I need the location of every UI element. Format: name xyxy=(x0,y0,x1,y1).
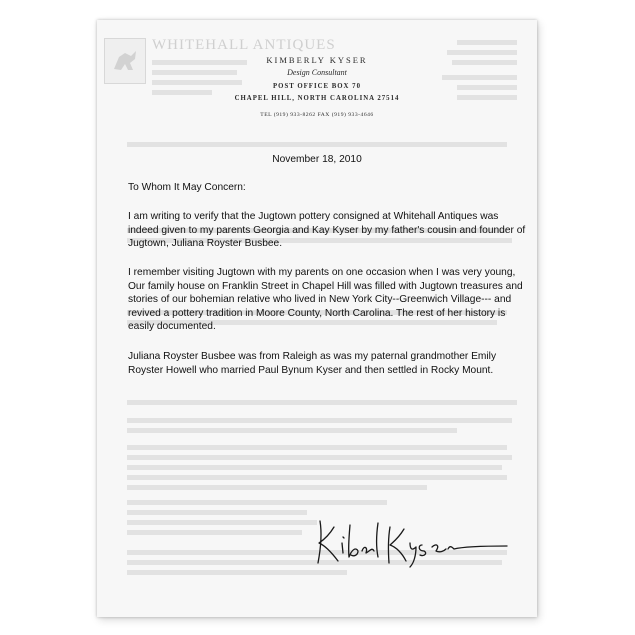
letterhead-phone-fax: TEL (919) 933-8262 FAX (919) 933-4646 xyxy=(260,112,374,118)
ghost-line xyxy=(127,530,302,535)
letter-paragraph: I remember visiting Jugtown with my parents on one occasion when I was very young, Our family house on Franklin Street in Chapel Hill was filled with Jugtown treasures and stories of our bohemian relative who lived in New York City--Greenwich Village--- and revived a pottery tradition in Moore County, North Carolina. The rest of her history is easily documented. xyxy=(128,267,523,333)
letterhead-address-line1: POST OFFICE BOX 70 xyxy=(273,83,361,90)
ghost-line xyxy=(127,475,507,480)
ghost-line xyxy=(127,428,457,433)
letter-paragraph: I am writing to verify that the Jugtown pottery consigned at Whitehall Antiques was indeed given to my parents Georgia and Kay Kyser by my father's cousin and founder of Jugtown, Juliana Royster Busbee. xyxy=(128,211,526,250)
letter-paragraph: Juliana Royster Busbee was from Raleigh as was my paternal grandmother Emily Royster Howell who married Paul Bynum Kyser and then settled in Rocky Mount. xyxy=(128,351,497,376)
ghost-line xyxy=(457,40,517,45)
letterhead-title: Design Consultant xyxy=(287,68,347,77)
letterhead-name: KIMBERLY KYSER xyxy=(266,55,368,65)
letter-date: November 18, 2010 xyxy=(272,154,362,165)
handwritten-signature xyxy=(312,513,512,573)
letterhead-address-line2: CHAPEL HILL, NORTH CAROLINA 27514 xyxy=(234,95,400,102)
ghost-line xyxy=(127,400,517,405)
ghost-line xyxy=(127,455,512,460)
ghost-line xyxy=(127,510,307,515)
letter-page xyxy=(97,20,537,617)
ghost-line xyxy=(127,520,317,525)
ghost-line xyxy=(127,418,512,423)
ghost-line xyxy=(127,500,387,505)
letter-salutation: To Whom It May Concern: xyxy=(128,182,246,193)
ghost-line xyxy=(127,465,502,470)
ghost-line xyxy=(127,445,507,450)
ghost-line xyxy=(127,485,427,490)
ghost-line xyxy=(127,142,507,147)
ghost-store-title: WHITEHALL ANTIQUES xyxy=(152,37,336,53)
